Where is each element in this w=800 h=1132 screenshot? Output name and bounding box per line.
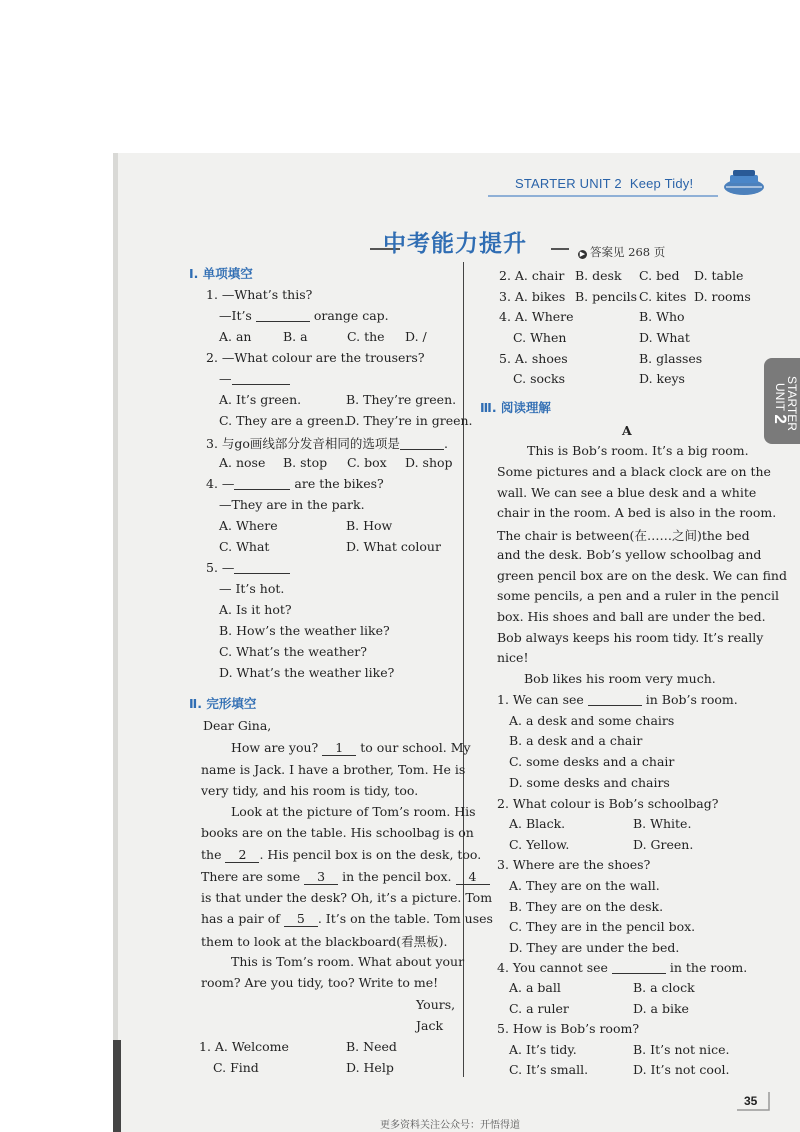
rq2-option-d: D. Green.	[633, 837, 694, 852]
q3-option-b: B. stop	[283, 455, 328, 470]
q4-stem-a: 4. —	[206, 476, 235, 491]
passage-line-5: The chair is between(在……之间)the bed	[497, 528, 750, 543]
passage-line-7: green pencil box are on the desk. We can find	[497, 568, 787, 583]
q1-line2	[219, 308, 389, 323]
cloze3-option-c: C. kites	[639, 289, 687, 304]
cloze4-option-b: B. Who	[639, 309, 685, 324]
side-tab-line1: STARTER	[785, 375, 799, 431]
cloze3-option-b: B. pencils	[575, 289, 637, 304]
passage-line-10: Bob always keeps his room tidy. It’s really	[497, 630, 764, 645]
header-subtitle: Keep Tidy!	[629, 176, 694, 191]
letter-greeting: Dear Gina,	[203, 718, 272, 733]
q4-stem-b: are the bikes?	[294, 476, 384, 491]
q3-end: .	[443, 436, 448, 451]
q5-option-a: A. Is it hot?	[219, 602, 292, 617]
letter-p2-line7: them to look at the blackboard(看黑板).	[201, 934, 448, 949]
rq5-option-b: B. It’s not nice.	[633, 1042, 730, 1057]
footer-note: 更多资料关注公众号：开悟得道	[380, 1120, 520, 1131]
cloze1-option-c: C. Find	[213, 1060, 259, 1075]
rq1-blank	[588, 693, 642, 706]
q5-option-b: B. How’s the weather like?	[219, 623, 390, 638]
cloze-blank-5: 5	[284, 911, 318, 927]
letter-sign-off: Yours,	[416, 997, 456, 1012]
cloze1-option-b: B. Need	[346, 1039, 397, 1054]
rq3-option-b: B. They are on the desk.	[509, 899, 664, 914]
letter-p3-line1: This is Tom’s room. What about your	[231, 954, 465, 969]
page-number: 35	[744, 1094, 758, 1108]
q2-blank	[232, 372, 290, 385]
p2-l6-b: . It’s on the table. Tom uses	[317, 911, 493, 926]
cloze2-option-d: D. table	[694, 268, 744, 283]
passage-line-12: Bob likes his room very much.	[524, 671, 716, 686]
book-stack-icon	[722, 167, 766, 197]
q4-option-b: B. How	[346, 518, 393, 533]
q4-blank	[234, 477, 290, 490]
rq2-stem: 2. What colour is Bob’s schoolbag?	[497, 796, 719, 811]
side-tab-number: 2	[771, 413, 790, 424]
cloze4-option-c: C. When	[513, 330, 567, 345]
page-edge	[113, 153, 118, 1132]
rq1-option-c: C. some desks and a chair	[509, 754, 675, 769]
letter-p1-line3: very tidy, and his room is tidy, too.	[201, 783, 419, 798]
cloze5-option-d: D. keys	[639, 371, 685, 386]
q4-option-d: D. What colour	[346, 539, 441, 554]
cloze2-option-a: 2. A. chair	[499, 268, 565, 283]
q4-line2: —They are in the park.	[219, 497, 365, 512]
rq1-option-d: D. some desks and chairs	[509, 775, 670, 790]
cloze-blank-1: 1	[322, 740, 356, 756]
cloze4-option-a: 4. A. Where	[499, 309, 574, 324]
letter-p1-line2: name is Jack. I have a brother, Tom. He is	[201, 762, 466, 777]
section-3-heading: Ⅲ. 阅读理解	[480, 400, 551, 415]
p2-l4-a: There are some	[201, 869, 301, 884]
answer-reference-text: 答案见 268 页	[590, 245, 666, 259]
q3-stem	[206, 434, 448, 452]
p1-l1-b: to our school. My	[360, 740, 471, 755]
passage-line-9: box. His shoes and ball are under the bed.	[497, 609, 766, 624]
p1-l1-a: How are you?	[231, 740, 319, 755]
cloze2-option-c: C. bed	[639, 268, 680, 283]
section-1-heading: Ⅰ. 单项填空	[189, 266, 253, 281]
rq4-blank	[612, 961, 666, 974]
rq3-option-c: C. They are in the pencil box.	[509, 919, 696, 934]
q1-blank	[256, 309, 310, 322]
answer-reference	[578, 244, 665, 260]
rq3-option-d: D. They are under the bed.	[509, 940, 680, 955]
q3-stem-text: 3. 与go画线部分发音相同的选项是	[206, 436, 400, 451]
rq1-stem-a: 1. We can see	[497, 692, 584, 707]
rq1-stem-b: in Bob’s room.	[645, 692, 738, 707]
rq2-option-b: B. White.	[633, 816, 692, 831]
letter-p2-line3	[201, 847, 481, 863]
rq4-stem-b: in the room.	[669, 960, 748, 975]
q3-option-c: C. box	[347, 455, 387, 470]
cloze1-option-d: D. Help	[346, 1060, 394, 1075]
passage-line-3: wall. We can see a blue desk and a white	[497, 485, 757, 500]
rq4-option-b: B. a clock	[633, 980, 695, 995]
q2-option-a: A. It’s green.	[219, 392, 302, 407]
letter-p2-line2: books are on the table. His schoolbag is on	[201, 825, 474, 840]
cloze5-option-b: B. glasses	[639, 351, 703, 366]
passage-line-8: some pencils, a pen and a ruler in the pencil	[497, 588, 780, 603]
side-tab-line2: UNIT	[773, 382, 787, 411]
q5-stem	[206, 560, 290, 575]
page-title: 中考能力提升	[383, 231, 527, 257]
q1-option-c: C. the	[347, 329, 385, 344]
q5-option-c: C. What’s the weather?	[219, 644, 367, 659]
passage-line-4: chair in the room. A bed is also in the room.	[497, 505, 777, 520]
q1-option-d: D. /	[405, 329, 427, 344]
q4-stem	[206, 476, 384, 491]
q3-option-d: D. shop	[405, 455, 453, 470]
header-unit: STARTER UNIT 2	[515, 176, 622, 191]
p2-l4-b: in the pencil box.	[342, 869, 452, 884]
running-header	[515, 176, 693, 191]
q1-option-b: B. a	[283, 329, 308, 344]
passage-line-6: and the desk. Bob’s yellow schoolbag and	[497, 547, 762, 562]
letter-p2-line6	[201, 911, 493, 927]
rq3-option-a: A. They are on the wall.	[509, 878, 660, 893]
q3-blank	[400, 437, 444, 450]
rq4-stem-a: 4. You cannot see	[497, 960, 608, 975]
q1-option-a: A. an	[219, 329, 252, 344]
rq2-option-a: A. Black.	[509, 816, 566, 831]
q1-stem: 1. —What’s this?	[206, 287, 313, 302]
q4-option-a: A. Where	[219, 518, 278, 533]
letter-p2-line4	[201, 869, 490, 885]
q5-line2: — It’s hot.	[219, 581, 285, 596]
rq4-option-d: D. a bike	[633, 1001, 689, 1016]
cloze3-option-a: 3. A. bikes	[499, 289, 566, 304]
p2-l3-b: . His pencil box is on the desk, too.	[259, 847, 482, 862]
q2-line2	[219, 371, 290, 386]
p2-l6-a: has a pair of	[201, 911, 280, 926]
passage-line-11: nice!	[497, 650, 529, 665]
cloze-blank-3: 3	[304, 869, 338, 885]
q5-stem-text: 5. —	[206, 560, 235, 575]
q2-stem-text: 2. —What colour are the trousers?	[206, 350, 425, 365]
q2-option-c: C. They are a green.	[219, 413, 348, 428]
q1-line2-a: —It’s	[219, 308, 252, 323]
q2-option-b: B. They’re green.	[346, 392, 457, 407]
rq1-stem	[497, 692, 738, 707]
q2-option-d: D. They’re in green.	[346, 413, 473, 428]
play-icon: ▶	[579, 250, 586, 258]
cloze5-option-a: 5. A. shoes	[499, 351, 568, 366]
rq5-option-c: C. It’s small.	[509, 1062, 589, 1077]
rq4-option-a: A. a ball	[509, 980, 561, 995]
q5-blank	[234, 561, 290, 574]
rq5-stem: 5. How is Bob’s room?	[497, 1021, 640, 1036]
passage-line-2: Some pictures and a black clock are on the	[497, 464, 771, 479]
letter-p2-line5: is that under the desk? Oh, it’s a picture. Tom	[201, 890, 493, 905]
q5-option-d: D. What’s the weather like?	[219, 665, 395, 680]
passage-line-1: This is Bob’s room. It’s a big room.	[527, 443, 749, 458]
letter-p2-line1: Look at the picture of Tom’s room. His	[231, 804, 476, 819]
binding-strip	[113, 1040, 121, 1132]
section-2-heading: Ⅱ. 完形填空	[189, 696, 257, 711]
cloze4-option-d: D. What	[639, 330, 690, 345]
q4-option-c: C. What	[219, 539, 270, 554]
cloze1-option-a: 1. A. Welcome	[199, 1039, 289, 1054]
letter-p1-line1	[231, 740, 471, 756]
rq5-option-d: D. It’s not cool.	[633, 1062, 730, 1077]
p2-l3-a: the	[201, 847, 222, 862]
q2-line2-dash: —	[219, 371, 232, 386]
cloze5-option-c: C. socks	[513, 371, 565, 386]
cloze-blank-2: 2	[225, 847, 259, 863]
q1-line2-b: orange cap.	[313, 308, 389, 323]
header-rule	[488, 195, 718, 197]
rq4-option-c: C. a ruler	[509, 1001, 569, 1016]
letter-signature: Jack	[416, 1018, 444, 1033]
cloze2-option-b: B. desk	[575, 268, 622, 283]
rq1-option-a: A. a desk and some chairs	[509, 713, 675, 728]
q3-option-a: A. nose	[219, 455, 266, 470]
rq2-option-c: C. Yellow.	[509, 837, 570, 852]
rq4-stem	[497, 960, 747, 975]
cloze3-option-d: D. rooms	[694, 289, 751, 304]
rq3-stem: 3. Where are the shoes?	[497, 857, 651, 872]
title-rule-right	[551, 248, 569, 250]
cloze-blank-4: 4	[456, 869, 490, 885]
unit-side-tab-text	[768, 368, 798, 438]
rq1-option-b: B. a desk and a chair	[509, 733, 643, 748]
rq5-option-a: A. It’s tidy.	[509, 1042, 577, 1057]
passage-label: A	[622, 423, 632, 438]
letter-p3-line2: room? Are you tidy, too? Write to me!	[201, 975, 439, 990]
